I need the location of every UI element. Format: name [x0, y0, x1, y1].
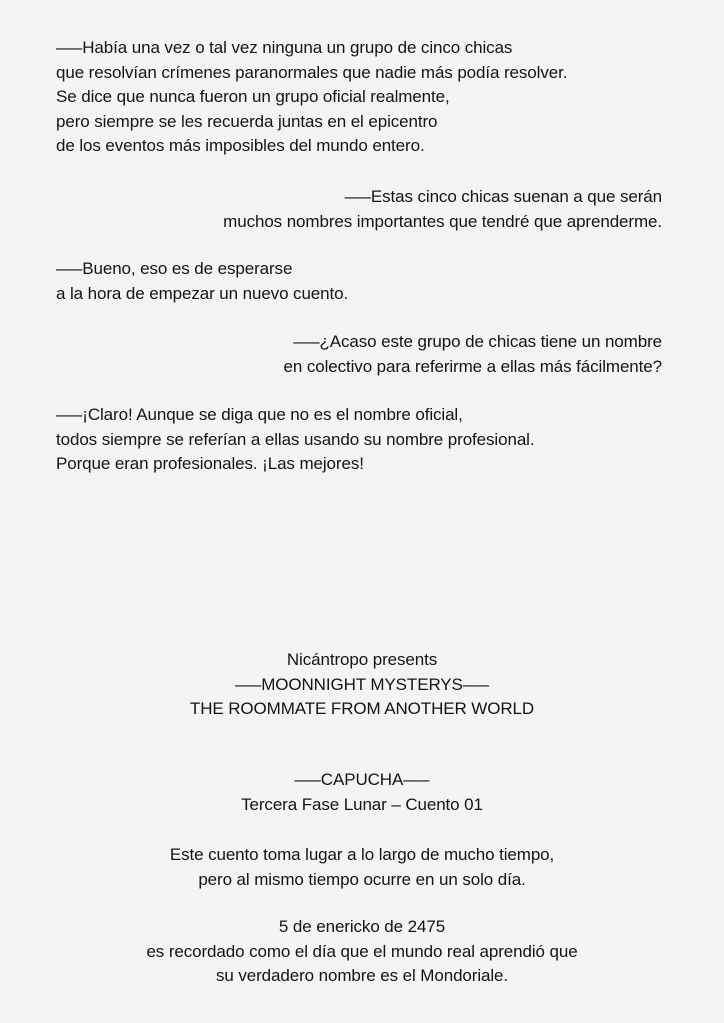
text-line: es recordado como el día que el mundo real aprendió que — [146, 941, 578, 961]
dialogue-paragraph-2 — [223, 185, 662, 234]
text-line: Este cuento toma lugar a lo largo de mucho tiempo, — [169, 845, 555, 864]
intro-block — [0, 843, 724, 892]
chapter-phase: Tercera Fase Lunar – Cuento 01 — [241, 794, 483, 814]
dialogue-paragraph-3 — [56, 257, 348, 306]
text-line: Se dice que nunca fueron un grupo oficial realmente, — [56, 87, 450, 106]
story-date: 5 de enericko de 2475 — [278, 917, 446, 936]
date-block — [0, 915, 724, 989]
text-line: —–¡Claro! Aunque se diga que no es el nombre oficial, — [56, 405, 463, 424]
text-line: a la hora de empezar un nuevo cuento. — [56, 283, 349, 303]
text-line: —–¿Acaso este grupo de chicas tiene un nombre — [293, 332, 662, 351]
text-line: Porque eran profesionales. ¡Las mejores! — [56, 454, 364, 473]
chapter-name: —–CAPUCHA—– — [294, 770, 430, 789]
text-line: de los eventos más imposibles del mundo entero. — [56, 136, 425, 155]
series-title: —–MOONNIGHT MYSTERYS—– — [234, 674, 490, 694]
text-line: —–Había una vez o tal vez ninguna un grupo de cinco chicas — [56, 38, 513, 57]
text-line: muchos nombres importantes que tendré que aprenderme. — [223, 211, 662, 231]
text-line: —–Estas cinco chicas suenan a que serán — [344, 187, 662, 206]
chapter-block — [0, 768, 724, 817]
text-line: en colectivo para referirme a ellas más fácilmente? — [283, 356, 662, 376]
dialogue-paragraph-4 — [283, 330, 662, 379]
text-line: que resolvían crímenes paranormales que nadie más podía resolver. — [56, 62, 568, 82]
title-block — [0, 648, 724, 722]
text-line: su verdadero nombre es el Mondoriale. — [215, 966, 509, 985]
text-line: pero siempre se les recuerda juntas en el epicentro — [56, 111, 438, 131]
text-line: pero al mismo tiempo ocurre en un solo día. — [198, 869, 526, 889]
dialogue-paragraph-5 — [56, 403, 534, 477]
series-subtitle: THE ROOMMATE FROM ANOTHER WORLD — [189, 699, 535, 718]
dialogue-paragraph-1 — [56, 36, 567, 159]
text-line: todos siempre se referían a ellas usando su nombre profesional. — [56, 429, 535, 449]
presenter-line: Nicántropo presents — [286, 650, 438, 669]
text-line: —–Bueno, eso es de esperarse — [56, 259, 293, 278]
